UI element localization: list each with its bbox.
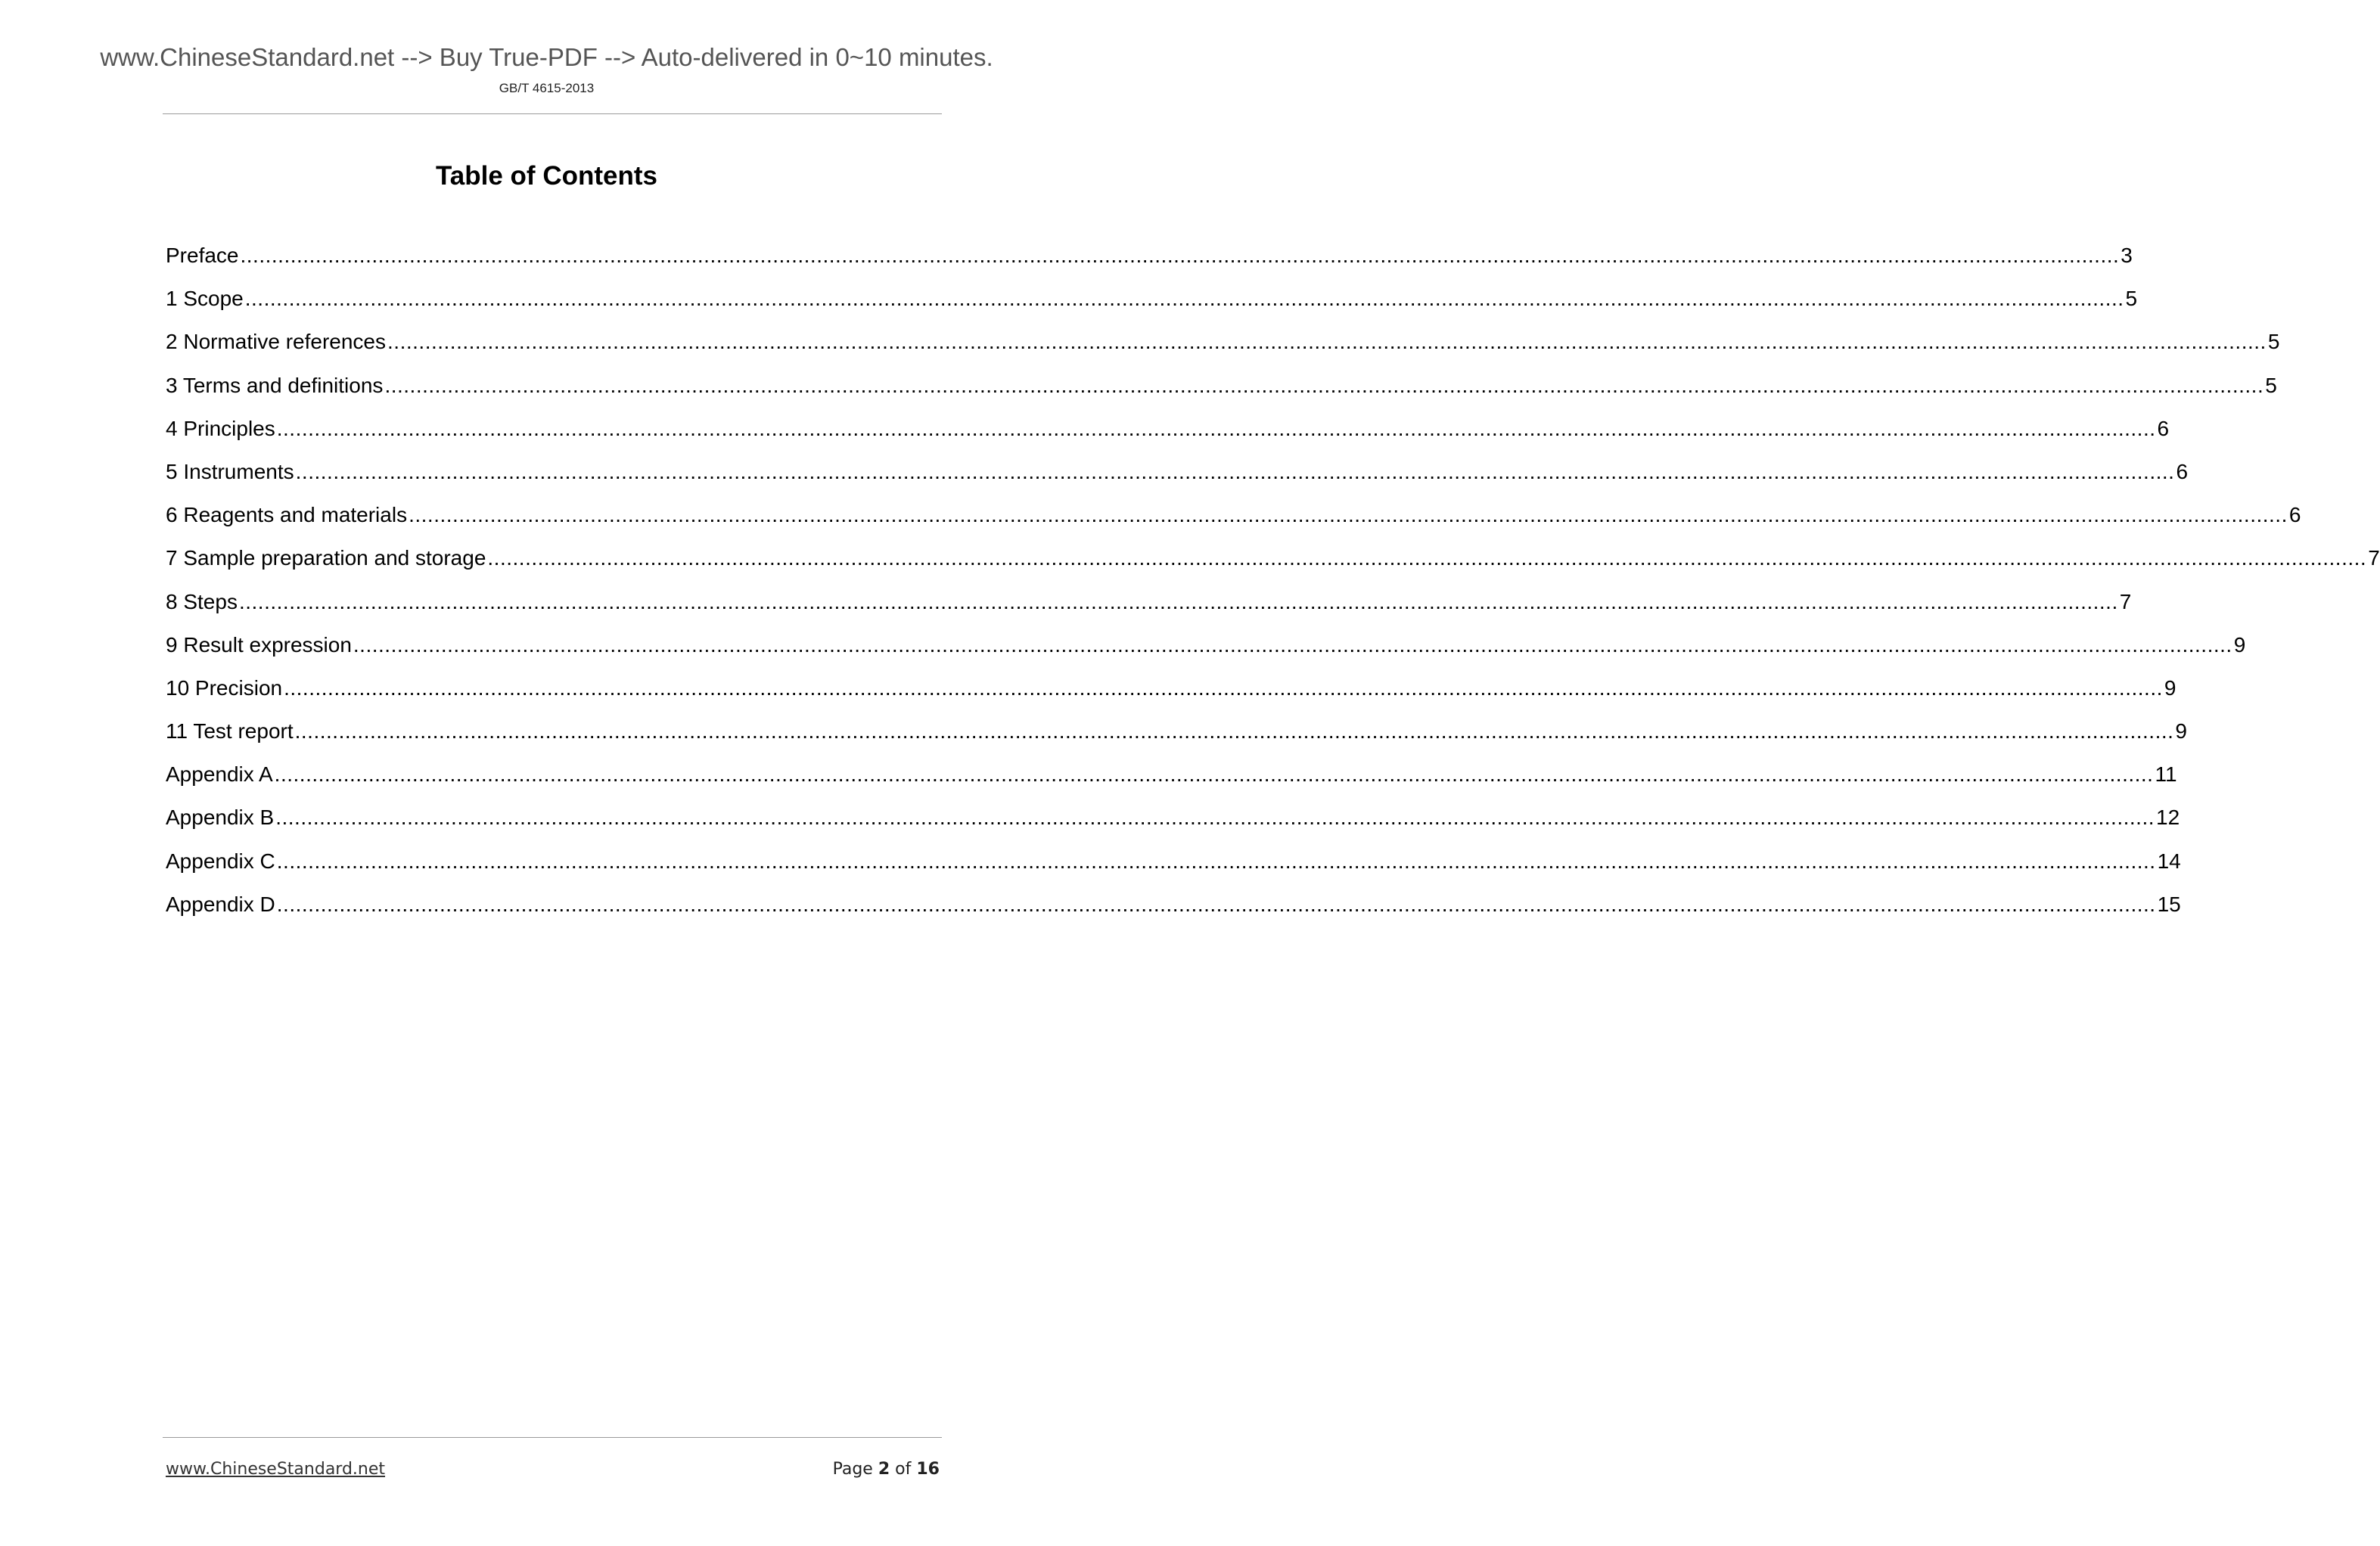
page-current: 2: [878, 1460, 890, 1479]
toc-entry-page: 6: [2176, 459, 2189, 483]
toc-entry-label: 11 Test report: [166, 719, 294, 744]
toc-title: Table of Contents: [436, 161, 657, 191]
toc-entry-page: 7: [2119, 589, 2132, 613]
toc-entry[interactable]: [166, 411, 2170, 454]
toc-leader-dots: ............................................................................................................................................................................................................................................................................................................: [295, 459, 2175, 483]
toc-leader-dots: ............................................................................................................................................................................................................................................................................................................: [384, 373, 2264, 397]
toc-leader-dots: ............................................................................................................................................................................................................................................................................................................: [387, 330, 2267, 354]
toc-leader-dots: ............................................................................................................................................................................................................................................................................................................: [238, 589, 2118, 613]
toc-entry[interactable]: [166, 627, 2246, 670]
toc-entry[interactable]: [166, 799, 2180, 843]
toc-leader-dots: ............................................................................................................................................................................................................................................................................................................: [276, 849, 2156, 873]
toc-leader-dots: ............................................................................................................................................................................................................................................................................................................: [487, 546, 2367, 570]
toc-entry-label: Preface: [166, 244, 239, 267]
toc-entry-page: 12: [2156, 806, 2180, 830]
toc-entry-page: 5: [2265, 373, 2277, 397]
toc-entry-label: 4 Principles: [166, 416, 275, 440]
toc-entry[interactable]: [166, 281, 2138, 324]
toc-entry[interactable]: [166, 497, 2301, 540]
toc-entry[interactable]: [166, 886, 2181, 930]
toc-entry-page: 15: [2157, 892, 2181, 916]
toc-entry[interactable]: [166, 713, 2187, 756]
page-number: [833, 1458, 940, 1481]
toc-entry-label: Appendix C: [166, 849, 275, 873]
toc-entry[interactable]: [166, 454, 2189, 497]
toc-leader-dots: ............................................................................................................................................................................................................................................................................................................: [353, 632, 2232, 657]
toc-entry[interactable]: [166, 670, 2176, 713]
toc-entry-label: 9 Result expression: [166, 632, 352, 657]
toc-entry-label: Appendix D: [166, 892, 275, 916]
toc-entry[interactable]: [166, 843, 2181, 886]
toc-entry-label: 5 Instruments: [166, 459, 294, 483]
toc-entry-page: 14: [2157, 849, 2181, 873]
toc-entry-label: Appendix A: [166, 762, 273, 787]
toc-entry[interactable]: [166, 368, 2277, 411]
toc-entry-page: 5: [2267, 330, 2280, 354]
toc-entry-page: 7: [2368, 546, 2380, 570]
toc-entry-page: 9: [2233, 632, 2246, 657]
toc-leader-dots: ............................................................................................................................................................................................................................................................................................................: [274, 762, 2154, 787]
toc-leader-dots: ............................................................................................................................................................................................................................................................................................................: [276, 892, 2156, 916]
page-of: of: [895, 1460, 912, 1479]
toc-entry[interactable]: [166, 584, 2132, 627]
toc-entry-label: Appendix B: [166, 806, 275, 830]
page-prefix: Page: [832, 1460, 873, 1479]
toc-entry-label: 7 Sample preparation and storage: [166, 546, 486, 570]
toc-leader-dots: ............................................................................................................................................................................................................................................................................................................: [275, 806, 2155, 830]
toc-entry-page: 6: [2288, 503, 2301, 527]
standard-code: GB/T 4615-2013: [499, 81, 595, 95]
toc-entry-label: 3 Terms and definitions: [166, 373, 384, 397]
toc-entry-label: 2 Normative references: [166, 330, 387, 354]
toc-leader-dots: ............................................................................................................................................................................................................................................................................................................: [294, 719, 2174, 744]
toc-entry[interactable]: [166, 324, 2280, 367]
toc-entry[interactable]: [166, 756, 2177, 799]
toc-entry[interactable]: [166, 237, 2133, 281]
toc-entry-label: 10 Precision: [166, 675, 283, 700]
toc-entry-page: 9: [2175, 719, 2187, 744]
toc-entry-label: 1 Scope: [166, 287, 244, 311]
toc-entry[interactable]: [166, 540, 2380, 583]
toc-entry-label: 8 Steps: [166, 589, 238, 613]
toc-entry-label: 6 Reagents and materials: [166, 503, 408, 527]
toc-entry-page: 3: [2121, 244, 2133, 267]
site-banner: www.ChineseStandard.net --> Buy True-PDF --> Auto-delivered in 0~10 minutes.: [100, 43, 993, 71]
header-divider: [163, 113, 942, 114]
toc-leader-dots: ............................................................................................................................................................................................................................................................................................................: [409, 503, 2288, 527]
toc-leader-dots: ............................................................................................................................................................................................................................................................................................................: [240, 244, 2120, 267]
toc-entry-page: 11: [2155, 762, 2177, 787]
page-total: 16: [916, 1460, 940, 1479]
toc-leader-dots: ............................................................................................................................................................................................................................................................................................................: [244, 287, 2124, 311]
toc-leader-dots: ............................................................................................................................................................................................................................................................................................................: [284, 675, 2163, 700]
footer-site-link[interactable]: www.ChineseStandard.net: [166, 1460, 386, 1479]
footer-divider: [163, 1437, 942, 1438]
toc-leader-dots: ............................................................................................................................................................................................................................................................................................................: [276, 416, 2156, 440]
toc-entry-page: 5: [2125, 287, 2138, 311]
toc-entry-page: 9: [2164, 675, 2176, 700]
table-of-contents: [166, 237, 2380, 930]
toc-entry-page: 6: [2157, 416, 2170, 440]
